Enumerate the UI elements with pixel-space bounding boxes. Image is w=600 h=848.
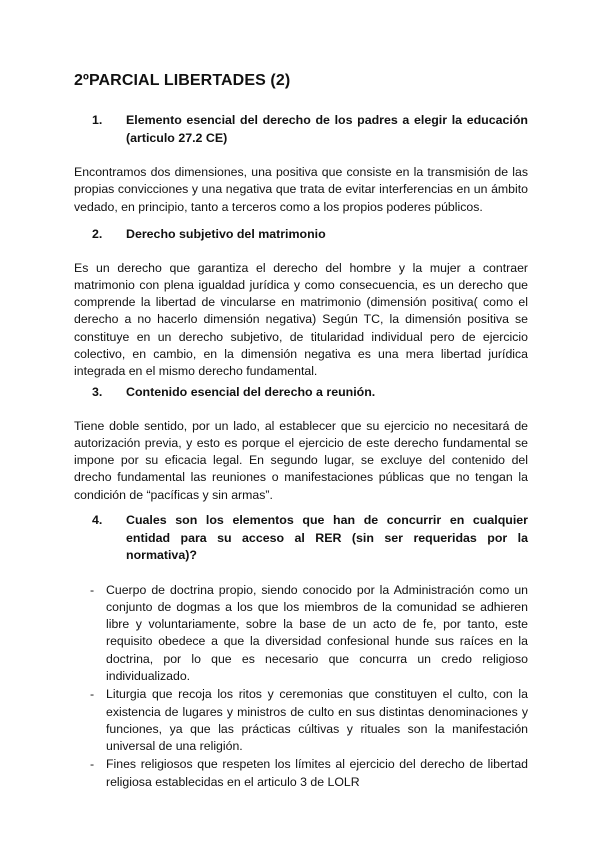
list-item (74, 582, 528, 686)
document-title: 2ºPARCIAL LIBERTADES (2) (74, 72, 291, 89)
section-heading (74, 226, 528, 244)
list-dash: - (90, 582, 95, 597)
section-heading (74, 112, 528, 147)
section-heading (74, 512, 528, 565)
section-1 (74, 112, 528, 216)
section-number: 1. (92, 113, 103, 127)
section-number: 4. (92, 513, 103, 527)
list-dash: - (90, 687, 95, 702)
section-body: Tiene doble sentido, por un lado, al establecer que su ejercicio no necesitará de autorización previa, y esto es porque el ejercicio de este derecho fundamental se impone por su eficacia legal. En segundo lugar, se excluye del contenido del drecho fundamental las reuniones o manifestaciones públicas que no tengan la condición de “pacíficas y sin armas”. (74, 418, 528, 502)
list-item-text: Liturgia que recoja los ritos y ceremonias que constituyen el culto, con la existencia de lugares y ministros de culto en sus distintas denominaciones y funciones, ya que las prácticas cúltivas y rituales son la manifestación universal de una religión. (106, 687, 528, 754)
list-item-text: Cuerpo de doctrina propio, siendo conocido por la Administración como un conjunto de dogmas a los que los miembros de la comunidad se adhieren libre y voluntariamente, sobre la base de un acto de fe, por tanto, este requisito obedece a que la diversidad confesional hunde sus raíces en la doctrina, por lo que es necesario que concurra un credo religioso individualizado. (106, 582, 528, 683)
section-heading-text: Elemento esencial del derecho de los padres a elegir la educación (articulo 27.2 CE) (126, 113, 528, 145)
section-3 (74, 384, 528, 504)
section-heading-text: Cuales son los elementos que han de concurrir en cualquier entidad para su acceso al RER (sin ser requeridas por la normativa)? (126, 513, 528, 562)
elements-list (74, 582, 528, 792)
section-heading-text: Derecho subjetivo del matrimonio (126, 227, 326, 241)
section-4 (74, 512, 528, 792)
section-number: 2. (92, 227, 103, 241)
list-item (74, 756, 528, 791)
section-heading-text: Contenido esencial del derecho a reunión. (126, 385, 376, 399)
section-heading (74, 384, 528, 402)
list-item (74, 686, 528, 755)
list-dash: - (90, 757, 95, 772)
section-body: Encontramos dos dimensiones, una positiva que consiste en la transmisión de las propias convicciones y una negativa que trata de evitar interferencias en un ámbito vedado, en principio, tanto a terceros como a los propios poderes públicos. (74, 165, 528, 214)
section-2 (74, 226, 528, 381)
section-number: 3. (92, 385, 103, 399)
list-item-text: Fines religiosos que respeten los límites al ejercicio del derecho de libertad religiosa establecidas en el articulo 3 de LOLR (106, 757, 528, 789)
section-body: Es un derecho que garantiza el derecho del hombre y la mujer a contraer matrimonio con plena igualdad jurídica y como consecuencia, es un derecho que comprende la libertad de vincularse en matrimonio (dimensión positiva( como el derecho a no hacerlo dimensión negativa) Según TC, la dimensión positiva se constituye en un derecho subjetivo, de titularidad individual pero de ejercicio colectivo, en cambio, en la dimensión negativa es una mera libertad jurídica integrada en el mismo derecho fundamental. (74, 260, 528, 379)
